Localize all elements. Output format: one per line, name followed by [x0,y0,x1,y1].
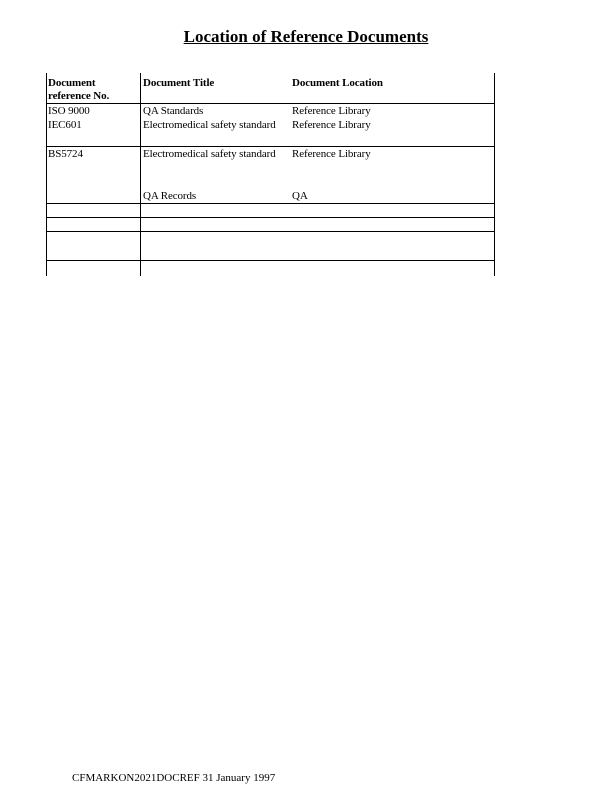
page-footer: CFMARKON2021DOCREF 31 January 1997 [72,772,276,784]
header-ref-no: reference No. [48,90,110,102]
cell-document-location: Reference Library [292,119,371,131]
header-bottom-rule [46,103,495,104]
cell-document-location: Reference Library [292,105,371,117]
header-document-title: Document Title [143,77,215,89]
reference-documents-table [46,73,495,276]
header-document-location: Document Location [292,77,383,89]
cell-document-location: QA [292,190,308,202]
row-divider [46,203,495,204]
row-divider [46,217,495,218]
cell-ref-no: BS5724 [48,148,83,160]
cell-document-title: QA Standards [143,105,204,117]
row-divider [46,260,495,261]
page-title: Location of Reference Documents [183,27,429,46]
cell-document-title: Electromedical safety standard [143,119,276,131]
cell-ref-no: ISO 9000 [48,105,90,117]
cell-ref-no: IEC601 [48,119,82,131]
row-divider [46,146,495,147]
row-divider [46,231,495,232]
cell-document-title: Electromedical safety standard [143,148,276,160]
cell-document-title: QA Records [143,190,197,202]
cell-document-location: Reference Library [292,148,371,160]
header-ref-no: Document [48,77,96,89]
